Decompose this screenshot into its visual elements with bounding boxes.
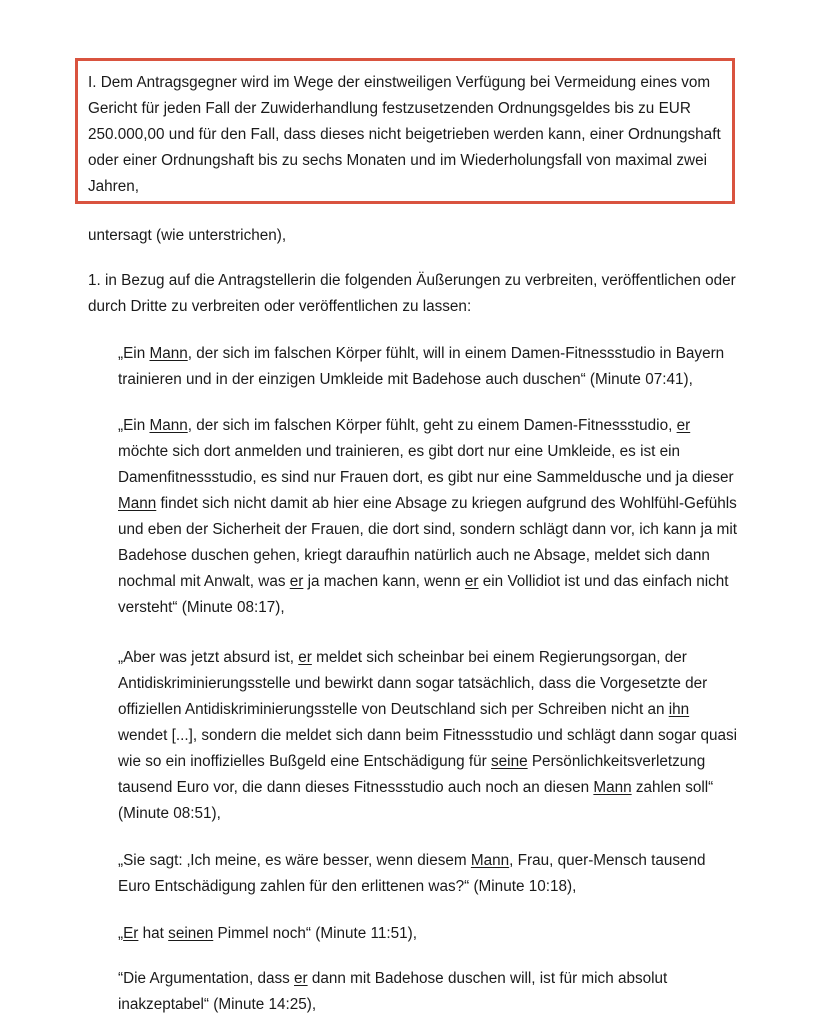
underlined-word: er bbox=[294, 970, 308, 987]
quote-text: hat bbox=[138, 925, 169, 942]
quote-text: , der sich im falschen Körper fühlt, will in einem Damen-Fitnessstudio in Bayern trainieren und in der einzigen Umkleide mit Badehose auch duschen“ (Minute 07:41), bbox=[118, 345, 725, 388]
quote-5 bbox=[118, 921, 738, 947]
quote-text: „Sie sagt: ‚Ich meine, es wäre besser, wenn diesem bbox=[118, 852, 471, 869]
quote-text: möchte sich dort anmelden und trainieren, es gibt dort nur eine Umkleide, es ist ein Damenfitnessstudio, es sind nur Frauen dort, es gibt nur eine Sammeldusche und ja dieser bbox=[118, 443, 734, 486]
underlined-word: ihn bbox=[668, 701, 690, 718]
quote-4 bbox=[118, 848, 738, 900]
item-one-intro: 1. in Bezug auf die Antragstellerin die folgenden Äußerungen zu verbreiten, veröffentlichen oder durch Dritte zu verbreiten oder veröffentlichen zu lassen: bbox=[88, 272, 736, 315]
quote-1 bbox=[118, 341, 738, 393]
quote-text: dann mit Badehose duschen will, ist für mich absolut inakzeptabel“ (Minute 14:25), bbox=[118, 970, 668, 1013]
underlined-word: Mann bbox=[149, 345, 188, 362]
quote-text: ein Vollidiot ist und das einfach nicht versteht“ (Minute 08:17), bbox=[118, 573, 729, 616]
quote-text: „Ein bbox=[118, 345, 150, 362]
quote-text: meldet sich scheinbar bei einem Regierungsorgan, der Antidiskriminierungsstelle und bewirkt dann sogar tatsächlich, dass die Vorgesetzte der offiziellen Antidiskriminierungsstelle von Deutschland sich per Schreiben nicht an bbox=[118, 649, 708, 718]
untersagt-line: untersagt (wie unterstrichen), bbox=[88, 227, 287, 244]
quote-text: „ bbox=[118, 925, 124, 942]
quote-text: zahlen soll“ (Minute 08:51), bbox=[118, 779, 714, 822]
underlined-word: er bbox=[298, 649, 312, 666]
highlighted-section bbox=[75, 58, 735, 204]
quote-6 bbox=[118, 966, 738, 1018]
quote-text: „Ein bbox=[118, 417, 150, 434]
quote-text: wendet [...], sondern die meldet sich dann beim Fitnessstudio und schlägt dann sogar quasi wie so ein inoffizielles Bußgeld eine Entschädigung für bbox=[118, 727, 738, 770]
underlined-word: Mann bbox=[470, 852, 510, 869]
quote-text: Pimmel noch“ (Minute 11:51), bbox=[213, 925, 418, 942]
underlined-word: er bbox=[676, 417, 691, 434]
underlined-word: Mann bbox=[593, 779, 632, 796]
quote-text: , der sich im falschen Körper fühlt, geht zu einem Damen-Fitnessstudio, bbox=[187, 417, 677, 434]
quote-text: findet sich nicht damit ab hier eine Absage zu kriegen aufgrund des Wohlfühl-Gefühls und eben der Sicherheit der Frauen, die dort sind, sondern schlägt dann vor, ich kann ja mit Badehose duschen gehen, kriegt daraufhin natürlich auch ne Absage, meldet sich dann nochmal mit Anwalt, was bbox=[118, 495, 738, 590]
underlined-word: seinen bbox=[168, 925, 214, 942]
quote-3 bbox=[118, 645, 738, 827]
underlined-word: Er bbox=[123, 925, 139, 942]
quote-text: “Die Argumentation, dass bbox=[118, 970, 295, 987]
underlined-word: Mann bbox=[118, 495, 157, 512]
section-one-text: I. Dem Antragsgegner wird im Wege der einstweiligen Verfügung bei Vermeidung eines vom Gericht für jeden Fall der Zuwiderhandlung festzusetzenden Ordnungsgeldes bis zu EUR 250.000,00 und für den Fall, dass dieses nicht beigetrieben werden kann, einer Ordnungshaft oder einer Ordnungshaft bis zu sechs Monaten und im Wiederholungsfall von maximal zwei Jahren, bbox=[88, 74, 721, 195]
underlined-word: er bbox=[464, 573, 479, 590]
quote-text: ja machen kann, wenn bbox=[303, 573, 465, 590]
quote-text: , Frau, quer-Mensch tausend Euro Entschädigung zahlen für den erlittenen was?“ (Minute 10:18), bbox=[118, 852, 706, 895]
underlined-word: er bbox=[289, 573, 304, 590]
quote-text: „Aber was jetzt absurd ist, bbox=[118, 649, 299, 666]
underlined-word: seine bbox=[491, 753, 528, 770]
quote-text: Persönlichkeitsverletzung tausend Euro vor, die dann dieses Fitnessstudio auch noch an diesen bbox=[118, 753, 706, 796]
quote-2 bbox=[118, 413, 738, 621]
underlined-word: Mann bbox=[149, 417, 188, 434]
